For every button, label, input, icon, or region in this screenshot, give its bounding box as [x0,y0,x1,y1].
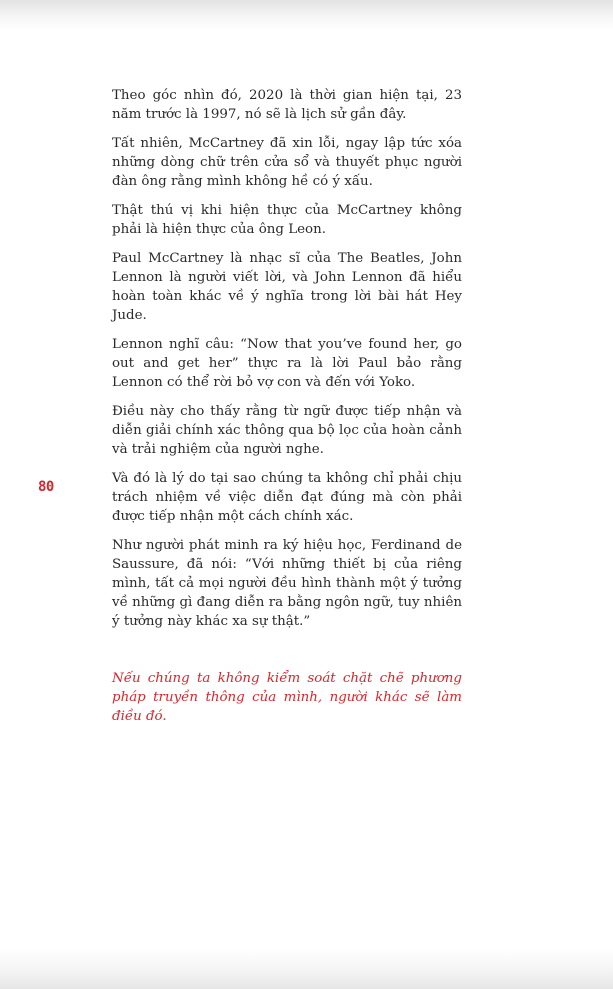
paragraph-4: Paul McCartney là nhạc sĩ của The Beatles, John Lennon là người viết lời, và John Lennon đã hiểu hoàn toàn khác về ý nghĩa trong lời bài hát Hey Jude. [112,251,462,323]
body-text-column [112,86,462,736]
paragraph-8: Như người phát minh ra ký hiệu học, Ferdinand de Saussure, đã nói: “Với những thiết bị của riêng mình, tất cả mọi người đều hình thành một ý tưởng về những gì đang diễn ra bằng ngôn ngữ, tuy nhiên ý tưởng này khác xa sự thật.” [112,538,462,629]
paragraph-7: Và đó là lý do tại sao chúng ta không chỉ phải chịu trách nhiệm về việc diễn đạt đúng mà còn phải được tiếp nhận một cách chính xác. [112,471,462,524]
page-edge-shadow-top [0,0,613,30]
highlight-quote: Nếu chúng ta không kiểm soát chặt chẽ phương pháp truyền thông của mình, người khác sẽ làm điều đó. [112,671,462,724]
paragraph-6: Điều này cho thấy rằng từ ngữ được tiếp nhận và diễn giải chính xác thông qua bộ lọc của hoàn cảnh và trải nghiệm của người nghe. [112,404,462,457]
page-number: 80 [38,479,54,495]
paragraph-3: Thật thú vị khi hiện thực của McCartney không phải là hiện thực của ông Leon. [112,203,462,237]
page-edge-shadow-bottom [0,949,613,989]
paragraph-5: Lennon nghĩ câu: “Now that you’ve found her, go out and get her” thực ra là lời Paul bảo rằng Lennon có thể rời bỏ vợ con và đến với Yoko. [112,337,462,390]
paragraph-1: Theo góc nhìn đó, 2020 là thời gian hiện tại, 23 năm trước là 1997, nó sẽ là lịch sử gần đây. [112,88,462,122]
paragraph-2: Tất nhiên, McCartney đã xin lỗi, ngay lập tức xóa những dòng chữ trên cửa sổ và thuyết phục người đàn ông rằng mình không hề có ý xấu. [112,136,462,189]
